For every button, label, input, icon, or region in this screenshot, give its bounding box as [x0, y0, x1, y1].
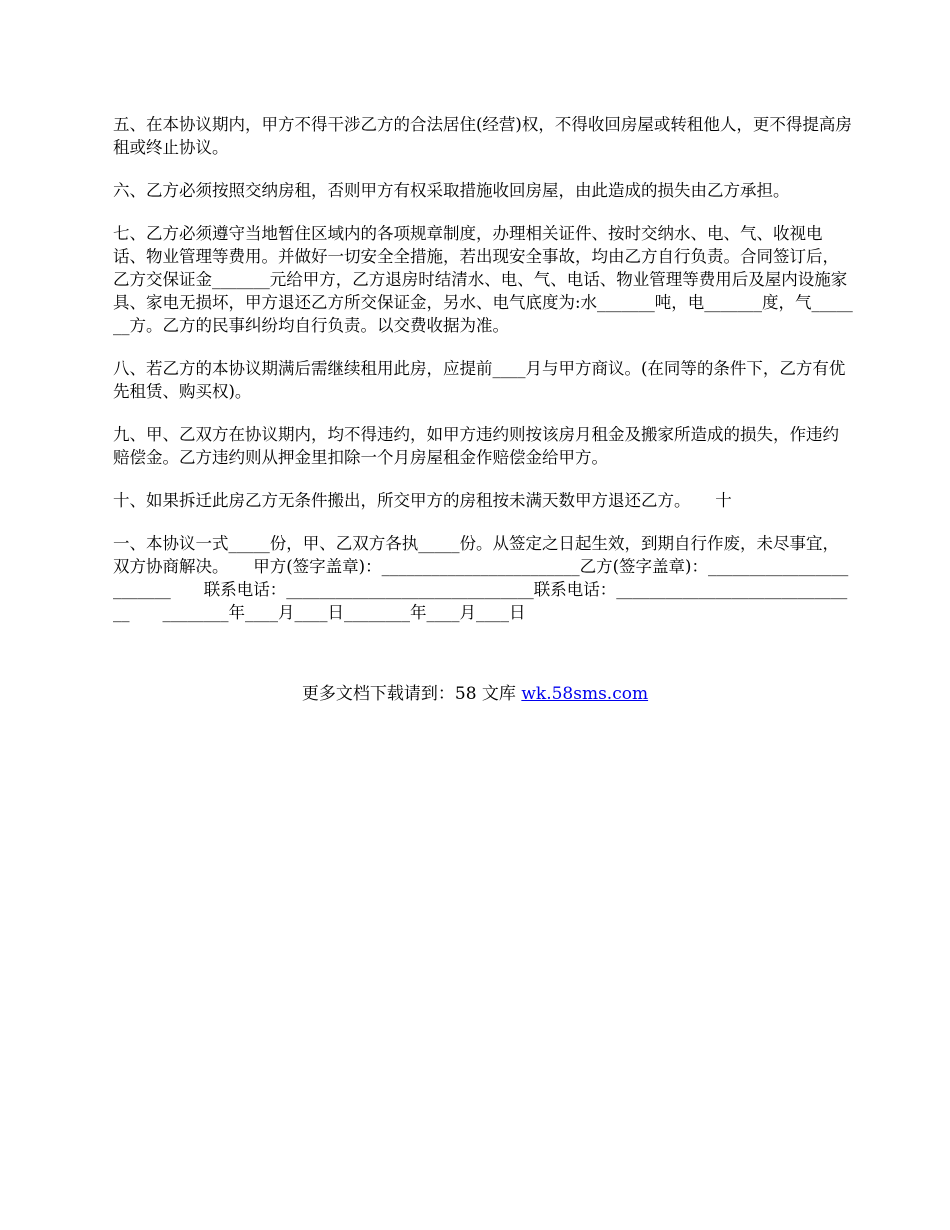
footer-prefix: 更多文档下载请到：58 文库 — [301, 684, 522, 704]
clause-11-and-signatures: 一、本协议一式_____份，甲、乙双方各执_____份。从签定之日起生效，到期自行作废，未尽事宜，双方协商解决。 甲方(签字盖章)：________________________乙方(签字盖章)：________________________ 联系电话：______________________________联系电话：______________________________ ________年____月____日________年____月____日 — [113, 534, 849, 622]
document-body — [113, 113, 853, 644]
clause-6: 六、乙方必须按照交纳房租，否则甲方有权采取措施收回房屋，由此造成的损失由乙方承担。 — [113, 181, 790, 200]
footer-link[interactable]: wk.58sms.com — [521, 684, 649, 704]
download-footer — [0, 683, 950, 706]
clause-10: 十、如果拆迁此房乙方无条件搬出，所交甲方的房租按未满天数甲方退还乙方。 十 — [113, 491, 732, 510]
clause-5: 五、在本协议期内，甲方不得干涉乙方的合法居住(经营)权，不得收回房屋或转租他人，更不得提高房租或终止协议。 — [113, 115, 852, 157]
clause-8: 八、若乙方的本协议期满后需继续租用此房，应提前____月与甲方商议。(在同等的条件下，乙方有优先租赁、购买权)。 — [113, 359, 846, 401]
clause-9: 九、甲、乙双方在协议期内，均不得违约，如甲方违约则按该房月租金及搬家所造成的损失，作违约赔偿金。乙方违约则从押金里扣除一个月房屋租金作赔偿金给甲方。 — [113, 425, 839, 467]
clause-7: 七、乙方必须遵守当地暂住区域内的各项规章制度，办理相关证件、按时交纳水、电、气、收视电话、物业管理等费用。并做好一切安全全措施，若出现安全事故，均由乙方自行负责。合同签订后，乙方交保证金_______元给甲方，乙方退房时结清水、电、气、电话、物业管理等费用后及屋内设施家具、家电无损坏，甲方退还乙方所交保证金，另水、电气底度为:水_______吨，电_______度，气_______方。乙方的民事纠纷均自行负责。以交费收据为准。 — [113, 224, 853, 335]
